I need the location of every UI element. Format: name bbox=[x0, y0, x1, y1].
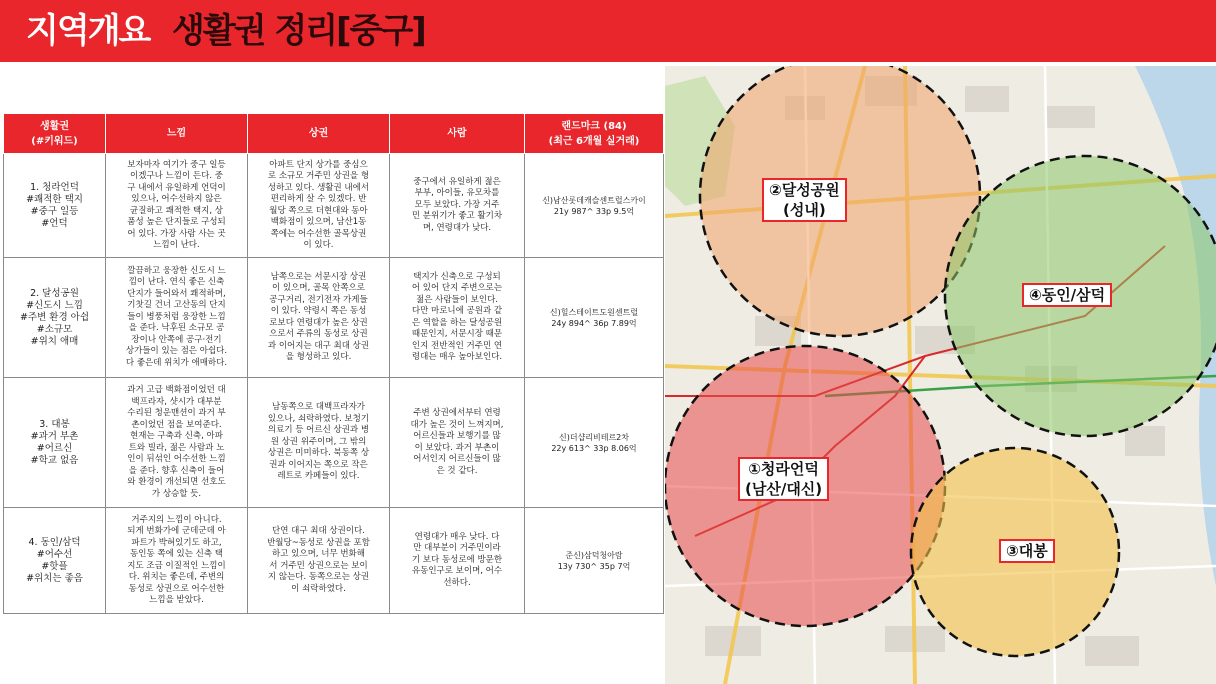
page-subtitle: 생활권 정리[중구] bbox=[172, 11, 425, 51]
text-line: 로 소규모 거주민 상권을 형 bbox=[267, 171, 370, 181]
text-line: 유동인구로 보이며, 어수 bbox=[411, 566, 503, 577]
text-line: 생활권 bbox=[40, 120, 69, 132]
area-cell bbox=[4, 154, 106, 258]
summary-table bbox=[3, 113, 664, 614]
commerce-cell bbox=[248, 378, 390, 508]
text-line: #학교 없음 bbox=[30, 454, 79, 466]
text-line: 현재는 구축과 신축, 아파 bbox=[130, 431, 223, 441]
table-header-row bbox=[4, 114, 664, 154]
text-line: 하고 있으며, 너무 번화해 bbox=[272, 549, 365, 559]
text-line: 백화점이 있으며, 남산1동 bbox=[270, 217, 367, 227]
text-line: 서 거주민 상권으로는 보이 bbox=[269, 560, 368, 571]
text-line: 동인동 쪽에 있는 신축 택 bbox=[130, 549, 223, 559]
text-line: 다 좋은데 위치가 애매하다. bbox=[125, 357, 228, 368]
text-line: 있으나, 쇠락하였다. 보청기 bbox=[267, 413, 370, 424]
text-line: 가 상승할 듯. bbox=[151, 488, 202, 499]
text-line: 이 쇠락하였다. bbox=[291, 583, 346, 594]
table-row bbox=[4, 154, 664, 258]
text-line: 되게 번화가에 군데군데 아 bbox=[127, 526, 226, 536]
area-cell bbox=[4, 258, 106, 378]
text-line: 은 역할을 하는 달성공원 bbox=[411, 317, 503, 328]
text-line: 중구에서 유일하게 젊은 bbox=[413, 176, 501, 187]
commerce-cell bbox=[248, 508, 390, 614]
text-line: 1. 청라언덕 bbox=[30, 181, 79, 193]
district-map bbox=[665, 66, 1216, 684]
text-line: 깔끔하고 웅장한 신도시 느 bbox=[127, 265, 226, 276]
area-cell bbox=[4, 508, 106, 614]
text-line: ②달성공원 bbox=[769, 181, 840, 199]
text-line: 남동쪽으로 대백프라자가 bbox=[271, 402, 366, 413]
people-cell bbox=[390, 258, 525, 378]
landmark-cell bbox=[525, 508, 664, 614]
text-line: 느낌이 난다. bbox=[153, 240, 200, 250]
text-line: 신)힐스테이트도원센트럴 bbox=[549, 307, 639, 317]
text-line: 2. 달성공원 bbox=[30, 287, 79, 299]
text-line: 을 형성하고 있다. bbox=[285, 352, 352, 362]
text-line: 3. 대봉 bbox=[39, 418, 70, 430]
text-line: 은 것 같다. bbox=[436, 465, 478, 476]
text-line: 연령대가 매우 낮다. 다 bbox=[414, 531, 500, 542]
commerce-cell bbox=[248, 258, 390, 378]
table-row bbox=[4, 378, 664, 508]
text-line: 선하다. bbox=[443, 577, 471, 588]
commerce-cell bbox=[248, 154, 390, 258]
text-line: 단연 대구 최대 상권이다. bbox=[272, 526, 365, 536]
text-line: 품성 높은 단지들로 구성되 bbox=[127, 217, 226, 227]
text-line: 장이나 안쪽에 공구·전기 bbox=[131, 334, 222, 345]
text-line: #어수선 bbox=[36, 548, 73, 560]
text-line: 신)더샵리비테르2차 bbox=[558, 432, 630, 442]
header-bar bbox=[0, 0, 1216, 62]
text-line: 이 있으며, 골목 안쪽으로 bbox=[272, 283, 365, 293]
text-line: 13y 730^ 35p 7억 bbox=[557, 561, 631, 571]
text-line: 의료기 등 어르신 상권과 병 bbox=[267, 425, 370, 436]
text-line: 파트가 박혀있기도 하고, bbox=[131, 537, 222, 548]
text-line: (남산/대신) bbox=[745, 480, 823, 498]
text-line: #주변 환경 아쉽 bbox=[19, 311, 90, 323]
text-line: 들이 병풍처럼 웅장한 느낌 bbox=[127, 311, 226, 322]
text-line: 상권은 미미하다. 북동쪽 상 bbox=[267, 448, 370, 459]
table-row bbox=[4, 258, 664, 378]
text-line: 어 있어 단지 주변으로는 bbox=[411, 283, 503, 293]
text-line: #위치는 좋음 bbox=[26, 572, 83, 584]
table-row bbox=[4, 508, 664, 614]
feel-cell bbox=[106, 154, 248, 258]
people-cell bbox=[390, 508, 525, 614]
text-line: 령대는 매우 높아보인다. bbox=[411, 352, 503, 362]
text-line: 남쪽으로는 서문시장 상권 bbox=[270, 271, 367, 282]
landmark-cell bbox=[525, 258, 664, 378]
text-line: 신)남산롯데캐슬센트럴스카이 bbox=[542, 195, 646, 205]
column-header bbox=[390, 114, 525, 154]
text-line: 과 이어지는 대구 최대 상권 bbox=[267, 340, 370, 351]
text-line: 단지가 들어와서 쾌적하며, bbox=[127, 288, 226, 299]
text-line: 이 보았다. 과거 부촌이 bbox=[414, 442, 500, 453]
text-line: 어 있다. 가장 사람 사는 곳 bbox=[127, 228, 226, 239]
text-line: 22y 613^ 33p 8.06억 bbox=[551, 443, 637, 453]
area-cell bbox=[4, 378, 106, 508]
text-line: 주변 상권에서부터 연령 bbox=[413, 408, 501, 418]
text-line: #중구 일등 bbox=[30, 205, 79, 217]
text-line: 느낌 bbox=[166, 128, 187, 139]
text-line: #쾌적한 택지 bbox=[26, 193, 83, 205]
text-line: 인지 전반적인 거주민 연 bbox=[411, 340, 503, 351]
text-line: 으로서 주류의 동성로 상권 bbox=[269, 329, 368, 339]
page-title: 지역개요 bbox=[26, 11, 150, 51]
text-line: 균질하고 쾌적한 택지, 상 bbox=[130, 205, 223, 216]
text-line: 낌이 난다. 연식 좋은 신축 bbox=[128, 277, 225, 288]
text-line: 24y 894^ 36p 7.89억 bbox=[551, 318, 637, 328]
text-line: (성내) bbox=[782, 201, 826, 219]
text-line: #언덕 bbox=[41, 217, 68, 229]
text-line: #신도시 느낌 bbox=[26, 299, 83, 311]
text-line: 을 준다. 낙후된 소규모 공 bbox=[128, 323, 225, 334]
text-line: 대가 높은 것이 느껴지며, bbox=[410, 419, 504, 430]
text-line: 기 보다 동성로에 방문한 bbox=[411, 554, 503, 565]
text-line: 촌이었던 점을 보여준다. bbox=[131, 419, 222, 430]
text-line: 지 않는다. 동쪽으로는 상권 bbox=[267, 572, 370, 582]
landmark-cell bbox=[525, 378, 664, 508]
text-line: 이 있다. 약령시 쪽은 동성 bbox=[270, 306, 367, 316]
text-line: #핫플 bbox=[41, 560, 68, 572]
text-line: 구 내에서 유일하게 언덕이 bbox=[127, 182, 226, 193]
text-line: 민 분위기가 좋고 활기차 bbox=[411, 211, 503, 222]
text-line: 이 있다. bbox=[303, 240, 334, 250]
text-line: 반월당~동성로 상권을 포함 bbox=[267, 537, 370, 548]
text-line: 어르신들과 보행기를 많 bbox=[413, 431, 501, 441]
column-header bbox=[4, 114, 106, 154]
text-line: ③대봉 bbox=[1006, 542, 1048, 560]
map-graphic bbox=[665, 66, 1216, 684]
text-line: 젊은 사람들이 보인다. bbox=[415, 294, 498, 305]
text-line: 택지가 신축으로 구성되 bbox=[413, 271, 501, 282]
feel-cell bbox=[106, 508, 248, 614]
text-line: #과거 부촌 bbox=[30, 430, 79, 442]
landmark-cell bbox=[525, 154, 664, 258]
text-line: 백프라자, 샷시가 대부분 bbox=[131, 396, 222, 407]
text-line: 다만 마로니에 공원과 같 bbox=[411, 306, 503, 316]
text-line: 21y 987^ 33p 9.5억 bbox=[553, 206, 635, 216]
column-header bbox=[525, 114, 664, 154]
text-line: 있으나, 어수선하지 않은 bbox=[131, 194, 222, 204]
text-line: #위치 애매 bbox=[30, 335, 79, 347]
text-line: 인이 뒤섞인 어수선한 느낌 bbox=[127, 454, 226, 464]
column-header bbox=[248, 114, 390, 154]
text-line: ①청라언덕 bbox=[748, 460, 819, 478]
text-line: 모두 보았다. 가장 거주 bbox=[414, 199, 500, 210]
text-line: 권과 이어지는 쪽으로 작은 bbox=[269, 459, 368, 470]
text-line: 을 준다. 향후 신축이 들어 bbox=[128, 465, 225, 476]
feel-cell bbox=[106, 378, 248, 508]
text-line: 이겠구나 느낌이 든다. 중 bbox=[130, 171, 223, 181]
text-line: 4. 동인/삼덕 bbox=[28, 536, 81, 548]
zone-label-4 bbox=[1022, 283, 1112, 307]
text-line: 준신)삼덕청아람 bbox=[565, 550, 623, 560]
text-line: 과거 고급 백화점이었던 대 bbox=[127, 385, 226, 395]
zone-label-3 bbox=[999, 539, 1055, 563]
feel-cell bbox=[106, 258, 248, 378]
text-line: 원 상권 위주이며, 그 밖의 bbox=[270, 436, 367, 447]
text-line: 랜드마크 (84) bbox=[561, 120, 627, 132]
text-line: 기찻길 건너 고산동의 단지 bbox=[127, 300, 226, 311]
text-line: 보자마자 여기가 중구 일등 bbox=[127, 159, 226, 170]
text-line: 느낌을 받았다. bbox=[149, 595, 204, 605]
text-line: 상가들이 있는 점은 아쉽다. bbox=[125, 346, 228, 357]
text-line: 어서인지 어르신들이 많 bbox=[413, 454, 501, 464]
text-line: 동성로 상권으로 어수선한 bbox=[128, 583, 225, 594]
text-line: 며, 연령대가 낮다. bbox=[422, 222, 492, 233]
text-line: #어르신 bbox=[36, 442, 73, 454]
text-line: 레트로 카페들이 있다. bbox=[277, 471, 360, 482]
zone-label-1 bbox=[738, 457, 829, 501]
people-cell bbox=[390, 154, 525, 258]
text-line: 수리된 청운맨션이 과거 부 bbox=[127, 408, 226, 418]
text-line: 지도 조금 이질적인 느낌이 bbox=[127, 560, 226, 571]
text-line: 아파트 단지 상가를 중심으 bbox=[269, 159, 368, 170]
text-line: ④동인/삼덕 bbox=[1029, 286, 1106, 304]
text-line: (#키워드) bbox=[31, 135, 78, 147]
zone-label-2 bbox=[762, 178, 847, 222]
text-line: 만 대부분이 거주민이라 bbox=[413, 543, 501, 554]
text-line: 다. 위치는 좋은데, 주변의 bbox=[128, 572, 225, 582]
text-line: 쪽에는 어수선한 골목상권 bbox=[270, 228, 367, 239]
text-line: 상권 bbox=[308, 128, 329, 139]
text-line: 성하고 있다. 생활권 내에서 bbox=[267, 182, 370, 193]
text-line: 와 환경이 개선되면 선호도 bbox=[127, 477, 226, 487]
column-header bbox=[106, 114, 248, 154]
text-line: 거주지의 느낌이 아니다. bbox=[131, 514, 222, 525]
text-line: 때문인지, 서문시장 때문 bbox=[411, 329, 503, 339]
text-line: 로보다 연령대가 높은 상권 bbox=[269, 317, 368, 328]
text-line: 사람 bbox=[447, 128, 467, 139]
text-line: 편리하게 살 수 있겠다. 반 bbox=[270, 194, 367, 204]
text-line: 월당 쪽으로 더현대와 동아 bbox=[269, 205, 368, 216]
text-line: 트와 빌라, 젊은 사람과 노 bbox=[128, 442, 225, 453]
text-line: (최근 6개월 실거래) bbox=[548, 135, 640, 147]
text-line: #소규모 bbox=[36, 323, 73, 335]
people-cell bbox=[390, 378, 525, 508]
text-line: 공구거리, 전기전자 가게들 bbox=[269, 294, 368, 305]
text-line: 부부, 아이들, 유모차를 bbox=[414, 188, 500, 199]
